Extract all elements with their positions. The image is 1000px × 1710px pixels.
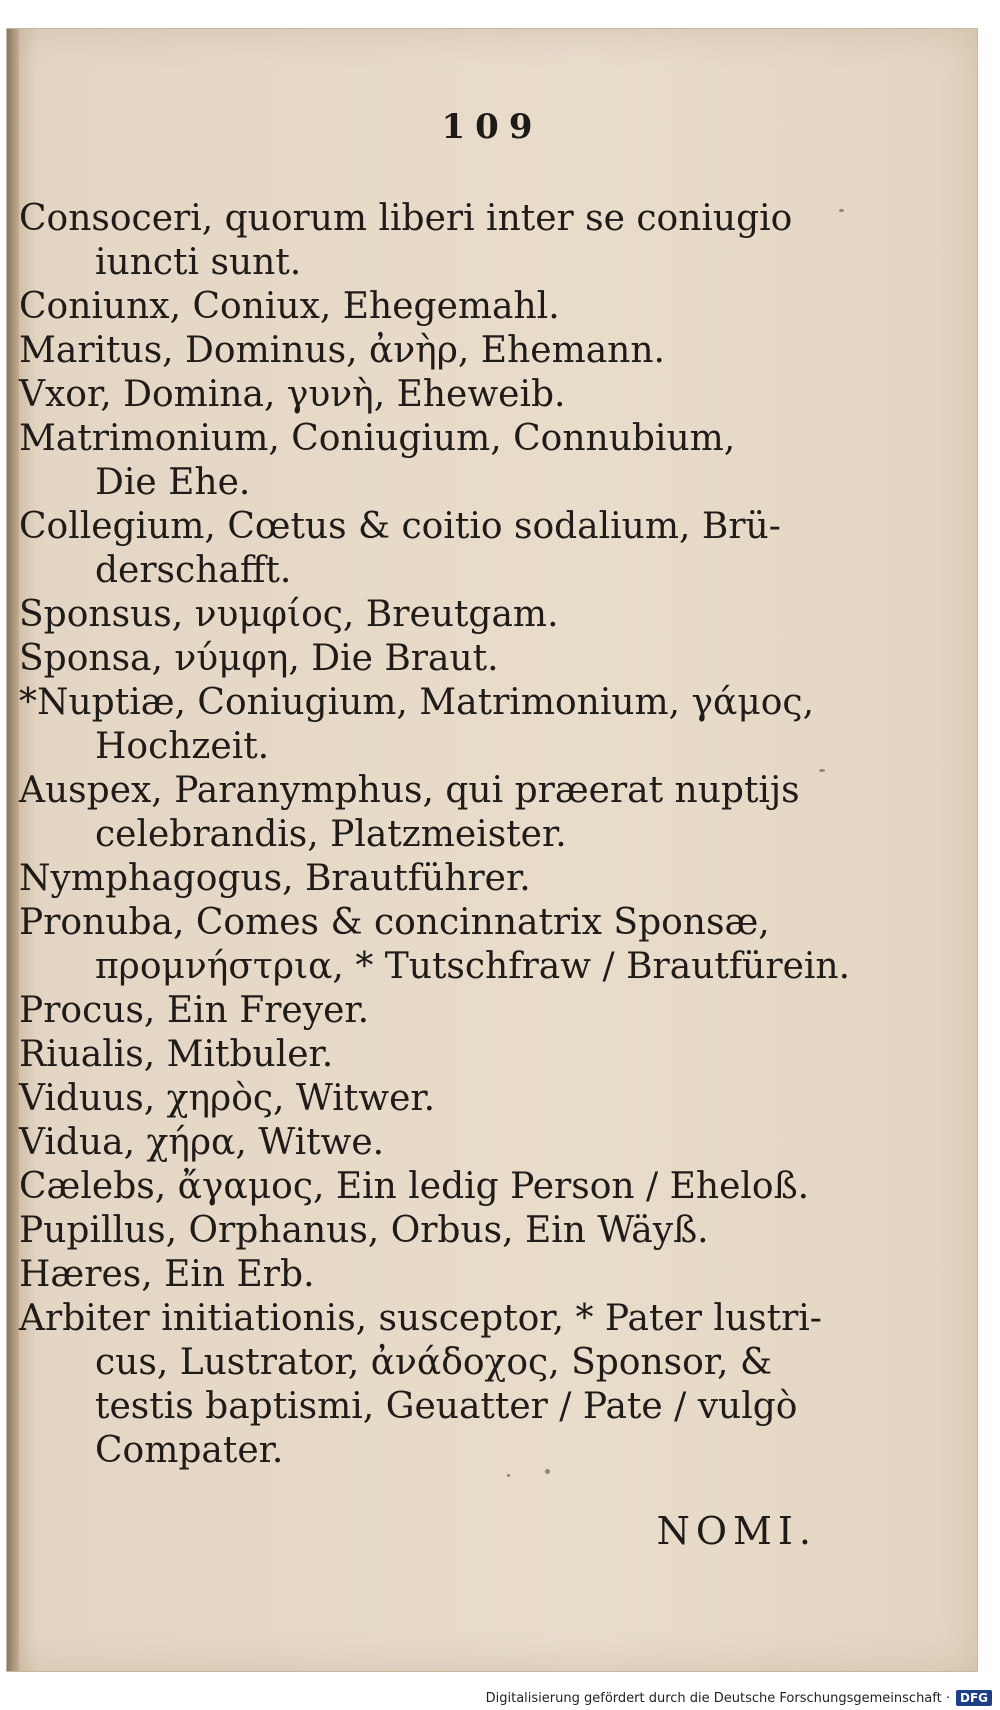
paper-speck — [819, 769, 825, 772]
glossary-entry — [19, 637, 849, 681]
page-gutter — [7, 29, 19, 1671]
entry-continuation: celebrandis, Platzmeister. — [95, 814, 567, 855]
entry-headline: Pronuba, Comes & concinnatrix Sponsæ, — [19, 902, 770, 943]
glossary-entry — [19, 505, 849, 593]
entry-headline: Coniunx, Coniux, Ehegemahl. — [19, 286, 560, 327]
entry-continuation: testis baptismi, Geuatter / Pate / vulgò — [95, 1386, 798, 1427]
paper-speck — [839, 209, 844, 212]
entry-headline: Vxor, Domina, γυνὴ, Eheweib. — [19, 374, 566, 415]
entry-continuation: Compater. — [95, 1430, 284, 1471]
glossary-entry — [19, 901, 849, 989]
paper-speck — [507, 1474, 510, 1477]
entry-headline: *Nuptiæ, Coniugium, Matrimonium, γάμος, — [19, 682, 815, 723]
glossary-entry — [19, 1033, 849, 1077]
entry-continuation: Hochzeit. — [95, 726, 270, 767]
entry-headline: Procus, Ein Freyer. — [19, 990, 370, 1031]
page-number: 109 — [441, 107, 543, 147]
glossary-entry — [19, 1297, 849, 1473]
entry-headline: Sponsus, νυμφίος, Breutgam. — [19, 594, 559, 635]
entry-headline: Matrimonium, Coniugium, Connubium, — [19, 418, 736, 459]
glossary-entry — [19, 1121, 849, 1165]
entry-headline: Collegium, Cœtus & coitio sodalium, Brü- — [19, 506, 781, 547]
entry-headline: Viduus, χηρὸς, Witwer. — [19, 1078, 436, 1119]
glossary-entry — [19, 989, 849, 1033]
footer-text: Digitalisierung gefördert durch die Deutsche Forschungsgemeinschaft · — [485, 1690, 950, 1706]
entry-headline: Arbiter initiationis, susceptor, * Pater lustri- — [19, 1298, 822, 1339]
entry-continuation: cus, Lustrator, ἀνάδοχος, Sponsor, & — [95, 1342, 772, 1383]
entry-headline: Consoceri, quorum liberi inter se coniugio — [19, 198, 793, 239]
entry-continuation: Die Ehe. — [95, 462, 251, 503]
glossary-entry — [19, 285, 849, 329]
glossary-entry — [19, 857, 849, 901]
glossary-entry — [19, 681, 849, 769]
glossary-entry — [19, 593, 849, 637]
glossary-entry — [19, 1165, 849, 1209]
entry-headline: Pupillus, Orphanus, Orbus, Ein Wäyß. — [19, 1210, 709, 1251]
dfg-logo: DFG — [956, 1690, 992, 1706]
glossary-entry — [19, 417, 849, 505]
entry-headline: Hæres, Ein Erb. — [19, 1254, 315, 1295]
entry-headline: Nymphagogus, Brautführer. — [19, 858, 531, 899]
glossary-entry — [19, 1077, 849, 1121]
catchword: NOMI. — [656, 1509, 817, 1553]
glossary-entry — [19, 1209, 849, 1253]
digitization-footer — [486, 1690, 992, 1706]
glossary-entry — [19, 373, 849, 417]
book-page — [6, 28, 978, 1672]
paper-speck — [545, 1469, 550, 1474]
entry-headline: Vidua, χήρα, Witwe. — [19, 1122, 385, 1163]
entry-continuation: προμνήστρια, * Tutschfraw / Brautfürein. — [95, 946, 851, 987]
glossary-entry — [19, 197, 849, 285]
entry-headline: Auspex, Paranymphus, qui præerat nuptijs — [19, 770, 800, 811]
entry-headline: Riualis, Mitbuler. — [19, 1034, 334, 1075]
glossary-entry — [19, 769, 849, 857]
entry-continuation: iuncti sunt. — [95, 242, 302, 283]
entry-headline: Sponsa, νύμφη, Die Braut. — [19, 638, 499, 679]
glossary-entry — [19, 329, 849, 373]
entry-continuation: derschafft. — [95, 550, 292, 591]
entry-headline: Maritus, Dominus, ἀνὴρ, Ehemann. — [19, 330, 665, 371]
glossary-entry — [19, 1253, 849, 1297]
glossary-entries — [19, 197, 849, 1473]
entry-headline: Cælebs, ἄγαμος, Ein ledig Person / Eheloß. — [19, 1166, 810, 1207]
